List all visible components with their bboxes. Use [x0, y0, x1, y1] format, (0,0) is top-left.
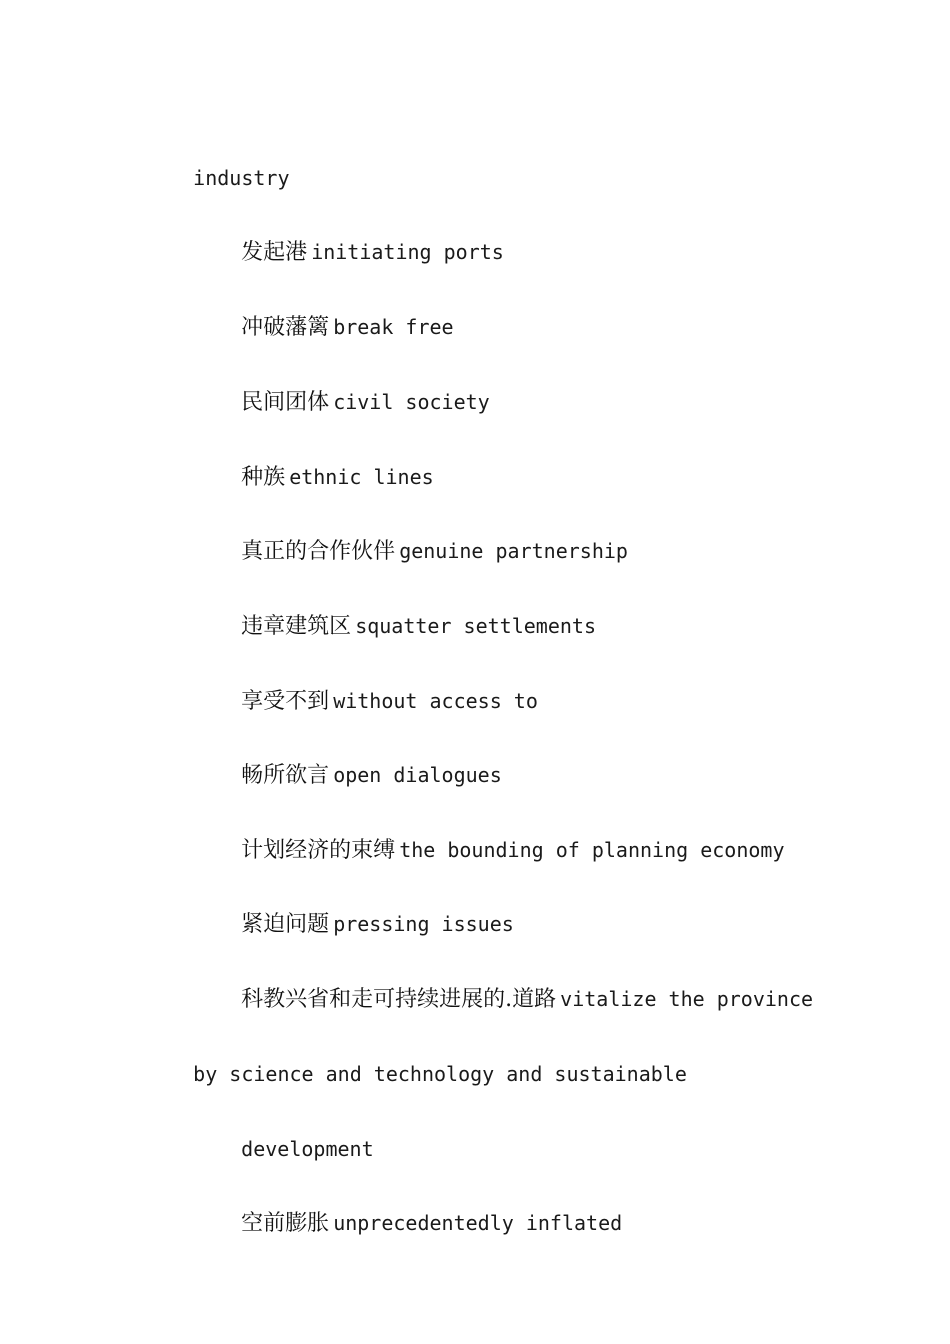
chinese-term: 享受不到 [241, 689, 330, 714]
english-term: pressing issues [333, 912, 514, 936]
chinese-term: 计划经济的束缚 [241, 838, 396, 863]
text-line [145, 139, 290, 217]
english-term: unprecedentedly inflated [333, 1211, 623, 1235]
english-term: industry [193, 166, 290, 190]
text-line [193, 438, 434, 517]
chinese-term: 违章建筑区 [241, 614, 352, 639]
text-line [193, 1110, 374, 1188]
english-term: the bounding of planning economy [399, 838, 785, 862]
chinese-term: 紧迫问题 [241, 912, 330, 937]
chinese-term: 冲破藩篱 [241, 315, 330, 340]
text-line [193, 363, 490, 442]
chinese-term: 科教兴省和走可持续进展的.道路 [241, 987, 557, 1012]
chinese-term: 发起港 [241, 240, 308, 265]
text-line [145, 1035, 687, 1113]
english-term: initiating ports [311, 240, 504, 264]
text-line [193, 213, 504, 292]
text-line [193, 885, 514, 964]
text-line [193, 587, 596, 666]
text-line [193, 736, 502, 815]
english-term: by science and technology and sustainable [193, 1062, 687, 1086]
text-line [193, 1184, 622, 1263]
text-line [193, 811, 785, 890]
text-line [193, 662, 538, 741]
text-line [193, 512, 628, 591]
english-term: civil society [333, 390, 490, 414]
english-term: without access to [333, 689, 538, 713]
english-term: ethnic lines [289, 465, 434, 489]
text-line [193, 288, 454, 367]
english-term: open dialogues [333, 763, 502, 787]
english-term: genuine partnership [399, 539, 628, 563]
english-term: development [241, 1137, 374, 1161]
chinese-term: 种族 [241, 465, 286, 490]
english-term: break free [333, 315, 454, 339]
chinese-term: 真正的合作伙伴 [241, 539, 396, 564]
chinese-term: 民间团体 [241, 390, 330, 415]
chinese-term: 空前膨胀 [241, 1211, 330, 1236]
english-term: squatter settlements [355, 614, 597, 638]
text-line [193, 960, 813, 1039]
chinese-term: 畅所欲言 [241, 763, 330, 788]
english-term: vitalize the province [560, 987, 814, 1011]
